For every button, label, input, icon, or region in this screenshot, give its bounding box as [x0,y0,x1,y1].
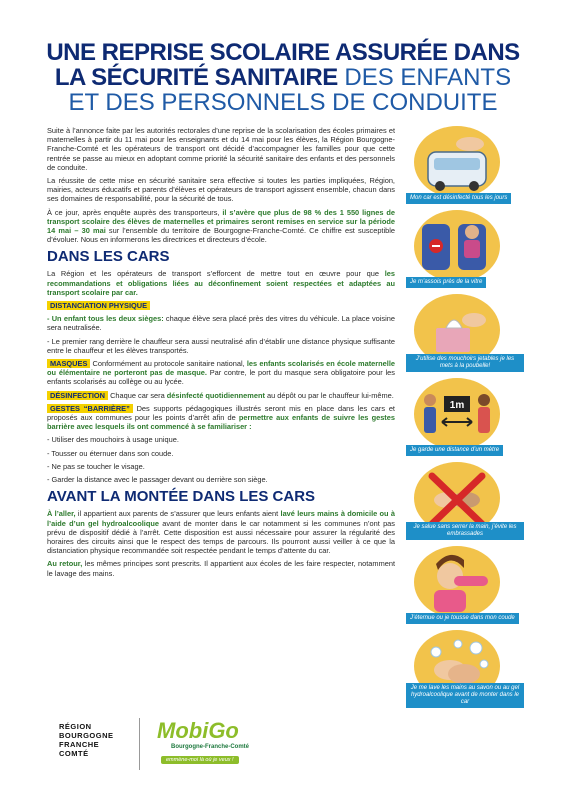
gestes-tag: GESTES “BARRIÈRE” [47,404,133,413]
desinfection-highlight: désinfecté quotidiennement [166,390,265,400]
distanciation-item-2: - Le premier rang derrière le chauffeur sera aussi neutralisé afin d’établir une distance physique suffisante entre le chauffeur et les élèves transportés. [47,336,395,355]
region-logo [59,722,114,758]
footer [47,714,527,774]
title-line-1: UNE REPRISE SCOLAIRE ASSURÉE DANS [46,39,520,66]
desinfection-text: Chaque car sera [108,390,167,400]
distanciation-block [47,301,395,310]
gestes-list-item: - Utiliser des mouchoirs à usage unique. [47,435,179,445]
title-line-2-bold: LA SÉCURITÉ SANITAIRE [54,64,338,91]
gestes-list-item: - Garder la distance avec le passager devant ou derrière son siège. [47,475,268,485]
gestes-list-item: - Tousser ou éternuer dans son coude. [47,448,174,458]
aller-text-end: avant de monter dans le car notamment si les communes n’ont pas prévu de dispositif dédié à l’arrêt. Cette disposition est aussi nécessaire pour assurer la régularité des horaires des circuits ainsi que le respect des temps de parcours. Ils pourront aussi veiller à ce que la distanciation physique recommandée soit respectée pendant le temps d’attente du car. [47,518,395,556]
bus-cleaning-icon [414,126,500,198]
intro-p3-text-end: sur l’ensemble du territoire de Bourgogne-Franche-Comté. Ce chiffre est susceptible d’évoluer. Nous en informerons les directrices et directeurs d’école. [47,226,395,245]
dist-item-1-text: chaque élève sera placé près des vitres du véhicule. La place voisine sera neutralisée. [47,314,395,333]
illustration-hand-wash [402,630,526,704]
intro-paragraph-2: La réussite de cette mise en sécurité sanitaire sera effective si toutes les parties impliquées, Région, mairies, acteurs éducatifs et parents d’élèves et opérateurs de transport agissent ensemble, chacun dans ses domaines de responsabilité, pour la sécurité de tous. [47,176,395,204]
illustration-tissue [402,294,526,368]
distanciation-item-1 [47,314,395,332]
masques-highlight: les enfants scolarisés en école maternelle ou élémentaire ne porteront pas de masque. [47,359,396,378]
section-heading-avant: AVANT LA MONTÉE DANS LES CARS [47,488,316,506]
footer-divider [139,718,140,770]
region-logo-line: COMTÉ [59,749,89,758]
title-line-3: ET DES PERSONNELS DE CONDUITE [68,89,498,116]
intro-p3-highlight: il s’avère que plus de 98 % des 1 550 lignes de transport scolaire des élèves de maternelles et primaires seront remises en service sur la période 14 mai – 30 mai [47,207,395,236]
gestes-highlight: permettre aux enfants de suivre les gestes barrière avec lesquels ils ont commencé à se familiariser : [47,413,395,432]
region-logo-line: RÉGION [59,722,92,731]
dist-item-1-highlight: - Un enfant tous les deux sièges: [47,314,164,324]
mobigo-subtitle: Bourgogne-Franche-Comté [171,744,249,750]
mobigo-logo: MobiGo [157,718,239,743]
caption-tissue: J’utilise des mouchoirs jetables je les mets à la poubelle! [406,354,524,372]
region-logo-line: FRANCHE [59,740,100,749]
aller-label: À l’aller, [47,509,76,519]
region-logo-line: BOURGOGNE [59,731,114,740]
illustration-distance [402,378,526,452]
caption-window-seat: Je m’assois près de la vitre [406,277,486,288]
gestes-text: Des supports pédagogiques illustrés seront mis en place dans les cars et proposés aux communes pour les points d’arrêt afin de [47,403,395,423]
intro-paragraph-3 [47,208,395,245]
title-line-2-light: DES ENFANTS [337,64,512,91]
desinfection-text-end: au dépôt ou par le chauffeur lui-même. [264,390,394,400]
illustration-column [402,126,526,714]
main-text [47,126,395,582]
masques-text: Conformément au protocole sanitaire national, [90,359,247,369]
illustration-bus-cleaning [402,126,526,200]
illustration-window-seat [402,210,526,284]
illustration-no-handshake [402,462,526,536]
cars-intro-text: La Région et les opérateurs de transport s’efforcent de mettre tout en œuvre pour que [47,269,385,279]
distance-icon [414,378,500,450]
intro-paragraph-1: Suite à l’annonce faite par les autorités rectorales d’une reprise de la scolarisation des écoles primaires et maternelles à partir du 11 mai pour les enseignants et du 14 mai pour les élèves, la Région Bourgogne-Franche-Comté et les opérateurs de transport ont décidé d’accompagner les familles pour que cette rentrée se passe au mieux en adoptant comme priorité la sécurité sanitaire des enfants et des personnels de conduite. [47,126,395,172]
masques-block [47,359,395,387]
aller-highlight: lavé leurs mains à domicile ou à l’aide d’un gel hydroalcoolique [47,509,395,528]
intro-p3-text: À ce jour, après enquête auprès des transporteurs, [47,207,223,217]
mobigo-slogan: emmène-moi là où je veux ! [161,756,239,764]
section-cars-intro [47,269,395,297]
distanciation-tag: DISTANCIATION PHYSIQUE [47,301,150,310]
aller-block [47,509,395,555]
page-title [0,40,566,115]
caption-distance: Je garde une distance d’un mètre [406,445,503,456]
aller-text: il appartient aux parents de s’assurer que leurs enfants aient [75,509,281,519]
caption-no-handshake: Je salue sans serrer la main, j’évite les embrassades [406,522,524,540]
retour-text: les mêmes principes sont prescrits. Il appartient aux écoles de les faire respecter, notamment le lavage des mains. [47,559,395,578]
caption-sneeze-elbow: J’éternue ou je tousse dans mon coude [406,613,519,624]
gestes-block [47,404,395,432]
retour-block [47,559,395,577]
distance-label: 1m [449,400,465,411]
retour-label: Au retour, [47,559,83,569]
gestes-list-item: - Ne pas se toucher le visage. [47,461,145,471]
sneeze-elbow-icon [414,546,500,618]
illustration-sneeze-elbow [402,546,526,620]
desinfection-tag: DÉSINFECTION [47,391,108,400]
section-heading-cars: DANS LES CARS [47,248,170,266]
cars-intro-highlight: les recommandations et obligations liées au déconfinement soient respectées et adaptées au transport scolaire par car. [47,269,395,297]
window-seat-icon [414,210,500,282]
caption-hand-wash: Je me lave les mains au savon ou au gel hydroalcoolique avant de monter dans le car [406,683,524,708]
desinfection-block [47,391,395,400]
masques-text-end: Par contre, le port du masque sera obligatoire pour les enfants scolarisés au collège ou au lycée. [47,368,395,387]
masques-tag: MASQUES [47,359,90,368]
caption-bus-cleaning: Mon car est désinfecté tous les jours [406,193,511,204]
